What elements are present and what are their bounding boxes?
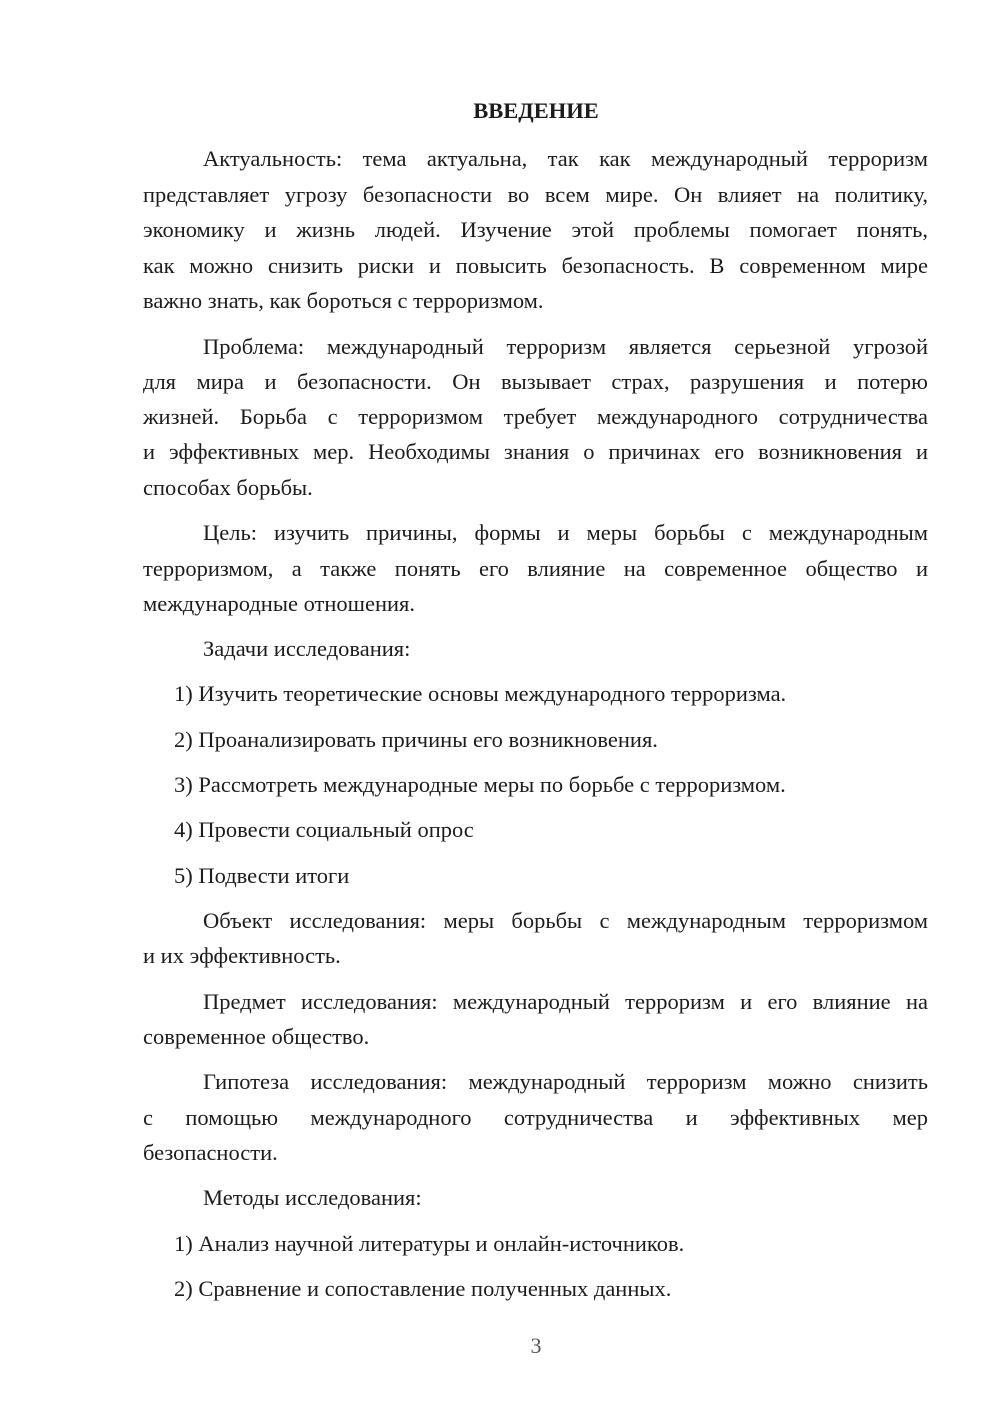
text-line: международные отношения. [143,591,416,616]
list-item: 5) Подвести итоги [174,863,350,888]
list-item: 2) Проанализировать причины его возникновения. [174,727,658,752]
text-line: и их эффективность. [143,943,341,968]
text-line: важно знать, как бороться с терроризмом. [143,288,544,313]
text-line: Объект исследования: меры борьбы с международным терроризмом [203,908,928,933]
list-item: 1) Изучить теоретические основы международного терроризма. [174,681,787,706]
text-line: Предмет исследования: международный терроризм и его влияние на [203,989,928,1014]
text-line: способах борьбы. [143,475,313,500]
list-item: 1) Анализ научной литературы и онлайн-источников. [174,1231,685,1256]
text-line: как можно снизить риски и повысить безопасность. В современном мире [143,253,928,278]
text-line: безопасности. [143,1140,278,1165]
text-line: Проблема: международный терроризм является серьезной угрозой [203,334,928,359]
text-line: Гипотеза исследования: международный терроризм можно снизить [203,1069,928,1094]
list-item: 2) Сравнение и сопоставление полученных данных. [174,1276,672,1301]
text-line: терроризмом, а также понять его влияние на современное общество и [143,556,928,581]
text-line: Задачи исследования: [203,636,411,661]
text-line: экономику и жизнь людей. Изучение этой проблемы помогает понять, [143,217,928,242]
list-item: 4) Провести социальный опрос [174,817,474,842]
list-item: 3) Рассмотреть международные меры по борьбе с терроризмом. [174,772,786,797]
text-line: Методы исследования: [203,1185,422,1210]
text-line: с помощью международного сотрудничества и эффективных мер [143,1105,928,1130]
text-line: для мира и безопасности. Он вызывает страх, разрушения и потерю [143,369,928,394]
text-line: и эффективных мер. Необходимы знания о причинах его возникновения и [143,439,928,464]
text-line: жизней. Борьба с терроризмом требует международного сотрудничества [143,404,928,429]
page-number: 3 [530,1333,542,1358]
text-line: Цель: изучить причины, формы и меры борьбы с международным [203,520,928,545]
text-line: представляет угрозу безопасности во всем мире. Он влияет на политику, [143,182,928,207]
text-line: Актуальность: тема актуальна, так как международный терроризм [203,146,928,171]
text-line: современное общество. [143,1024,370,1049]
section-title: ВВЕДЕНИЕ [473,98,599,123]
